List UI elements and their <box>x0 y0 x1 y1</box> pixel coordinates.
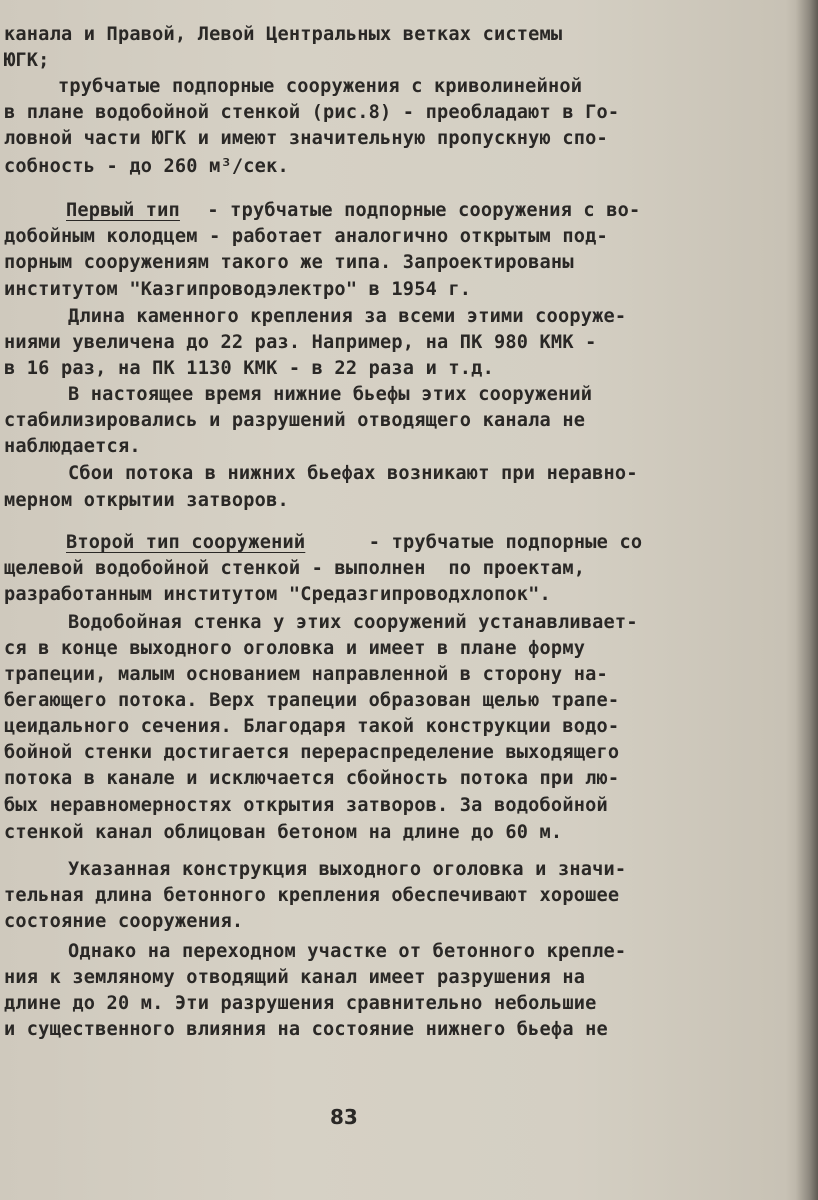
text-line: длине до 20 м. Эти разрушения сравнительно небольшие <box>4 993 597 1014</box>
text-line: тельная длина бетонного крепления обеспечивают хорошее <box>4 885 620 906</box>
text-line: щелевой водобойной стенкой - выполнен по проектам, <box>4 558 586 579</box>
text-line: институтом "Казгипроводэлектро" в 1954 г. <box>4 279 472 300</box>
text-line: Указанная конструкция выходного оголовка и значи- <box>68 859 627 880</box>
page-number: 83 <box>330 1105 358 1129</box>
text-line: наблюдается. <box>4 436 141 457</box>
text-line: бых неравномерностях открытия затворов. За водобойной <box>4 795 608 816</box>
text-line: В настоящее время нижние бьефы этих сооружений <box>68 384 593 405</box>
text-line: разработанным институтом "Средазгипроводхлопок". <box>4 584 551 605</box>
section-heading-first-type: Первый тип <box>66 200 180 221</box>
text-line: трапеции, малым основанием направленной в сторону на- <box>4 664 608 685</box>
text-line: Сбои потока в нижних бьефах возникают при неравно- <box>68 463 638 484</box>
text-line: ниями увеличена до 22 раз. Например, на ПК 980 КМК - <box>4 332 597 353</box>
text-line: собность - до 260 м³/сек. <box>4 156 289 177</box>
text-line: в 16 раз, на ПК 1130 КМК - в 22 раза и т.д. <box>4 358 494 379</box>
section-heading-second-type: Второй тип сооружений <box>66 532 306 553</box>
page-edge-shadow <box>796 0 818 1200</box>
text-line: состояние сооружения. <box>4 911 244 932</box>
text-line: бойной стенки достигается перераспределение выходящего <box>4 742 620 763</box>
text-line: мерном открытии затворов. <box>4 490 289 511</box>
text-line: ния к земляному отводящий канал имеет разрушения на <box>4 967 586 988</box>
text-line: добойным колодцем - работает аналогично открытым под- <box>4 226 608 247</box>
text-line: - трубчатые подпорные сооружения с во- <box>196 200 641 221</box>
text-line: порным сооружениям такого же типа. Запроектированы <box>4 252 574 273</box>
text-line: и существенного влияния на состояние нижнего бьефа не <box>4 1019 608 1040</box>
text-line: канала и Правой, Левой Центральных ветках системы <box>4 24 563 45</box>
text-line: ся в конце выходного оголовка и имеет в плане форму <box>4 638 586 659</box>
text-line: цеидального сечения. Благодаря такой конструкции водо- <box>4 716 620 737</box>
text-line: Водобойная стенка у этих сооружений устанавливает- <box>68 612 638 633</box>
text-line: стабилизировались и разрушений отводящего канала не <box>4 410 586 431</box>
text-line: ловной части ЮГК и имеют значительную пропускную спо- <box>4 128 608 149</box>
text-line: - трубчатые подпорные со <box>346 532 643 553</box>
text-line: потока в канале и исключается сбойность потока при лю- <box>4 768 620 789</box>
text-line: Однако на переходном участке от бетонного крепле- <box>68 941 627 962</box>
text-line: трубчатые подпорные сооружения с криволинейной <box>58 76 583 97</box>
text-line: в плане водобойной стенкой (рис.8) - преобладают в Го- <box>4 102 620 123</box>
text-line: бегающего потока. Верх трапеции образован щелью трапе- <box>4 690 620 711</box>
text-line: Длина каменного крепления за всеми этими сооруже- <box>68 306 627 327</box>
text-line: стенкой канал облицован бетоном на длине до 60 м. <box>4 822 563 843</box>
text-line: ЮГК; <box>4 50 50 71</box>
